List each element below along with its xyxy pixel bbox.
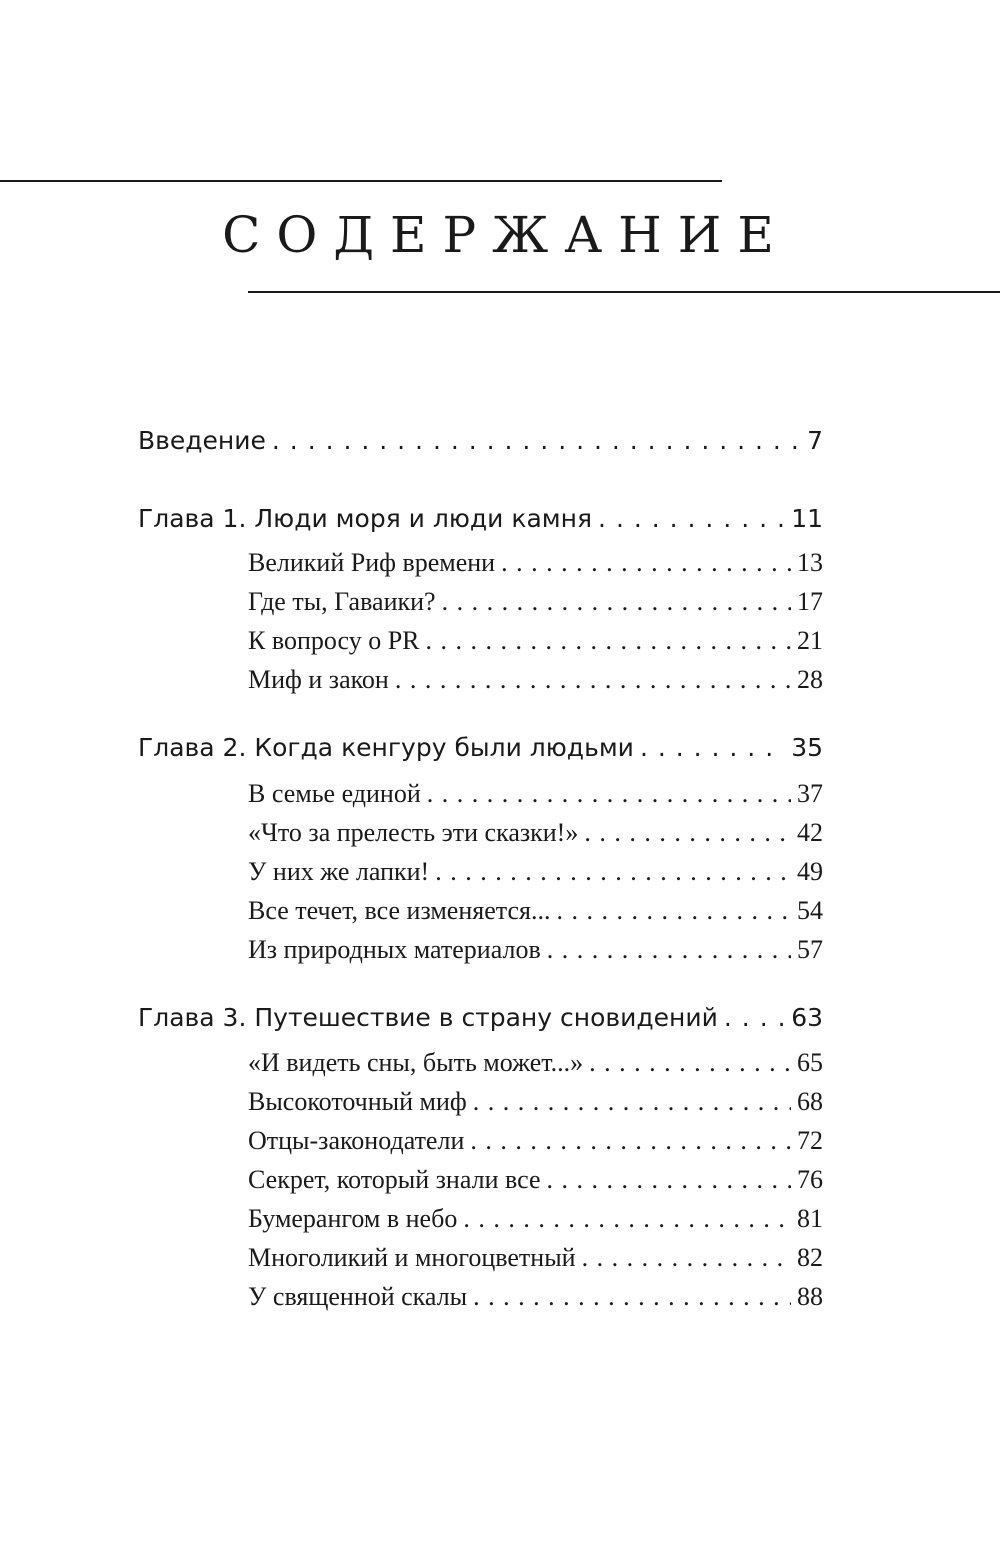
leader-dots	[426, 626, 791, 656]
page-title: СОДЕРЖАНИЕ	[222, 206, 790, 264]
toc-label: Великий Риф времени	[248, 548, 496, 577]
toc-label: Секрет, который знали все	[248, 1165, 541, 1194]
toc-entry-section[interactable]	[248, 1165, 823, 1195]
toc-label: Глава 1. Люди моря и люди камня	[138, 504, 593, 533]
leader-dots	[473, 1087, 791, 1117]
leader-dots	[463, 1204, 791, 1234]
toc-label: Глава 2. Когда кенгуру были людьми	[138, 733, 634, 762]
toc-page-number: 35	[791, 733, 823, 762]
toc-entry-section[interactable]	[248, 1126, 823, 1156]
leader-dots	[427, 779, 791, 809]
toc-entry-section[interactable]	[248, 818, 823, 848]
toc-page-number: 57	[797, 935, 823, 964]
toc-entry-section[interactable]	[248, 1204, 823, 1234]
toc-label: Отцы-законодатели	[248, 1126, 465, 1155]
toc-label: У священной скалы	[248, 1282, 468, 1311]
toc-entry-chapter-1[interactable]	[138, 504, 823, 533]
toc-label: У них же лапки!	[248, 857, 430, 886]
toc-entry-section[interactable]	[248, 587, 823, 617]
toc-label: Миф и закон	[248, 665, 389, 694]
toc-label: Бумерангом в небо	[248, 1204, 458, 1233]
toc-page-number: 82	[797, 1243, 823, 1272]
toc-entry-section[interactable]	[248, 857, 823, 887]
toc-label: К вопросу о PR	[248, 626, 420, 655]
toc-page-number: 81	[797, 1204, 823, 1233]
leader-dots	[584, 818, 791, 848]
leader-dots	[272, 426, 801, 455]
toc-page-number: 49	[797, 857, 823, 886]
toc-page-number: 42	[797, 818, 823, 847]
toc-entry-chapter-3[interactable]	[138, 1003, 823, 1032]
toc-page-number: 11	[791, 504, 823, 533]
toc-page-number: 65	[797, 1048, 823, 1077]
toc-label: Введение	[138, 426, 266, 455]
leader-dots	[501, 548, 791, 578]
title-top-rule	[0, 180, 722, 182]
toc-page-number: 72	[797, 1126, 823, 1155]
toc-page-number: 21	[797, 626, 823, 655]
toc-entry-section[interactable]	[248, 1243, 823, 1273]
toc-label: Где ты, Гаваики?	[248, 587, 436, 616]
leader-dots	[582, 1243, 791, 1273]
toc-page-number: 17	[797, 587, 823, 616]
toc-page-number: 37	[797, 779, 823, 808]
toc-entry-section[interactable]	[248, 626, 823, 656]
toc-entry-section[interactable]	[248, 896, 823, 926]
leader-dots	[435, 857, 791, 887]
leader-dots	[556, 896, 791, 926]
toc-page-number: 88	[797, 1282, 823, 1311]
toc-entry-section[interactable]	[248, 665, 823, 695]
toc-label: Все течет, все изменяется...	[248, 896, 551, 925]
toc-entry-section[interactable]	[248, 779, 823, 809]
leader-dots	[442, 587, 791, 617]
toc-label: В семье единой	[248, 779, 421, 808]
toc-label: Высокоточный миф	[248, 1087, 467, 1116]
toc-page-number: 28	[797, 665, 823, 694]
leader-dots	[589, 1048, 791, 1078]
leader-dots	[598, 504, 785, 533]
title-bottom-rule	[248, 291, 1000, 293]
toc-entry-section[interactable]	[248, 1087, 823, 1117]
leader-dots	[395, 665, 791, 695]
toc-label: Многоликий и многоцветный	[248, 1243, 576, 1272]
toc-page-number: 63	[791, 1003, 823, 1032]
leader-dots	[724, 1003, 785, 1032]
toc-label: Из природных материалов	[248, 935, 541, 964]
leader-dots	[547, 935, 791, 965]
toc-label: «Что за прелесть эти сказки!»	[248, 818, 579, 847]
toc-entry-intro[interactable]	[138, 426, 823, 455]
leader-dots	[640, 733, 785, 762]
toc-page-number: 7	[807, 426, 823, 455]
toc-label: Глава 3. Путешествие в страну сновидений	[138, 1003, 718, 1032]
toc-entry-section[interactable]	[248, 548, 823, 578]
toc-entry-section[interactable]	[248, 1048, 823, 1078]
toc-page-number: 76	[797, 1165, 823, 1194]
leader-dots	[470, 1126, 791, 1156]
toc-page-number: 68	[797, 1087, 823, 1116]
toc-entry-section[interactable]	[248, 1282, 823, 1312]
leader-dots	[473, 1282, 791, 1312]
leader-dots	[547, 1165, 791, 1195]
toc-entry-chapter-2[interactable]	[138, 733, 823, 762]
toc-entry-section[interactable]	[248, 935, 823, 965]
toc-label: «И видеть сны, быть может...»	[248, 1048, 584, 1077]
toc-page-number: 54	[797, 896, 823, 925]
toc-page-number: 13	[797, 548, 823, 577]
